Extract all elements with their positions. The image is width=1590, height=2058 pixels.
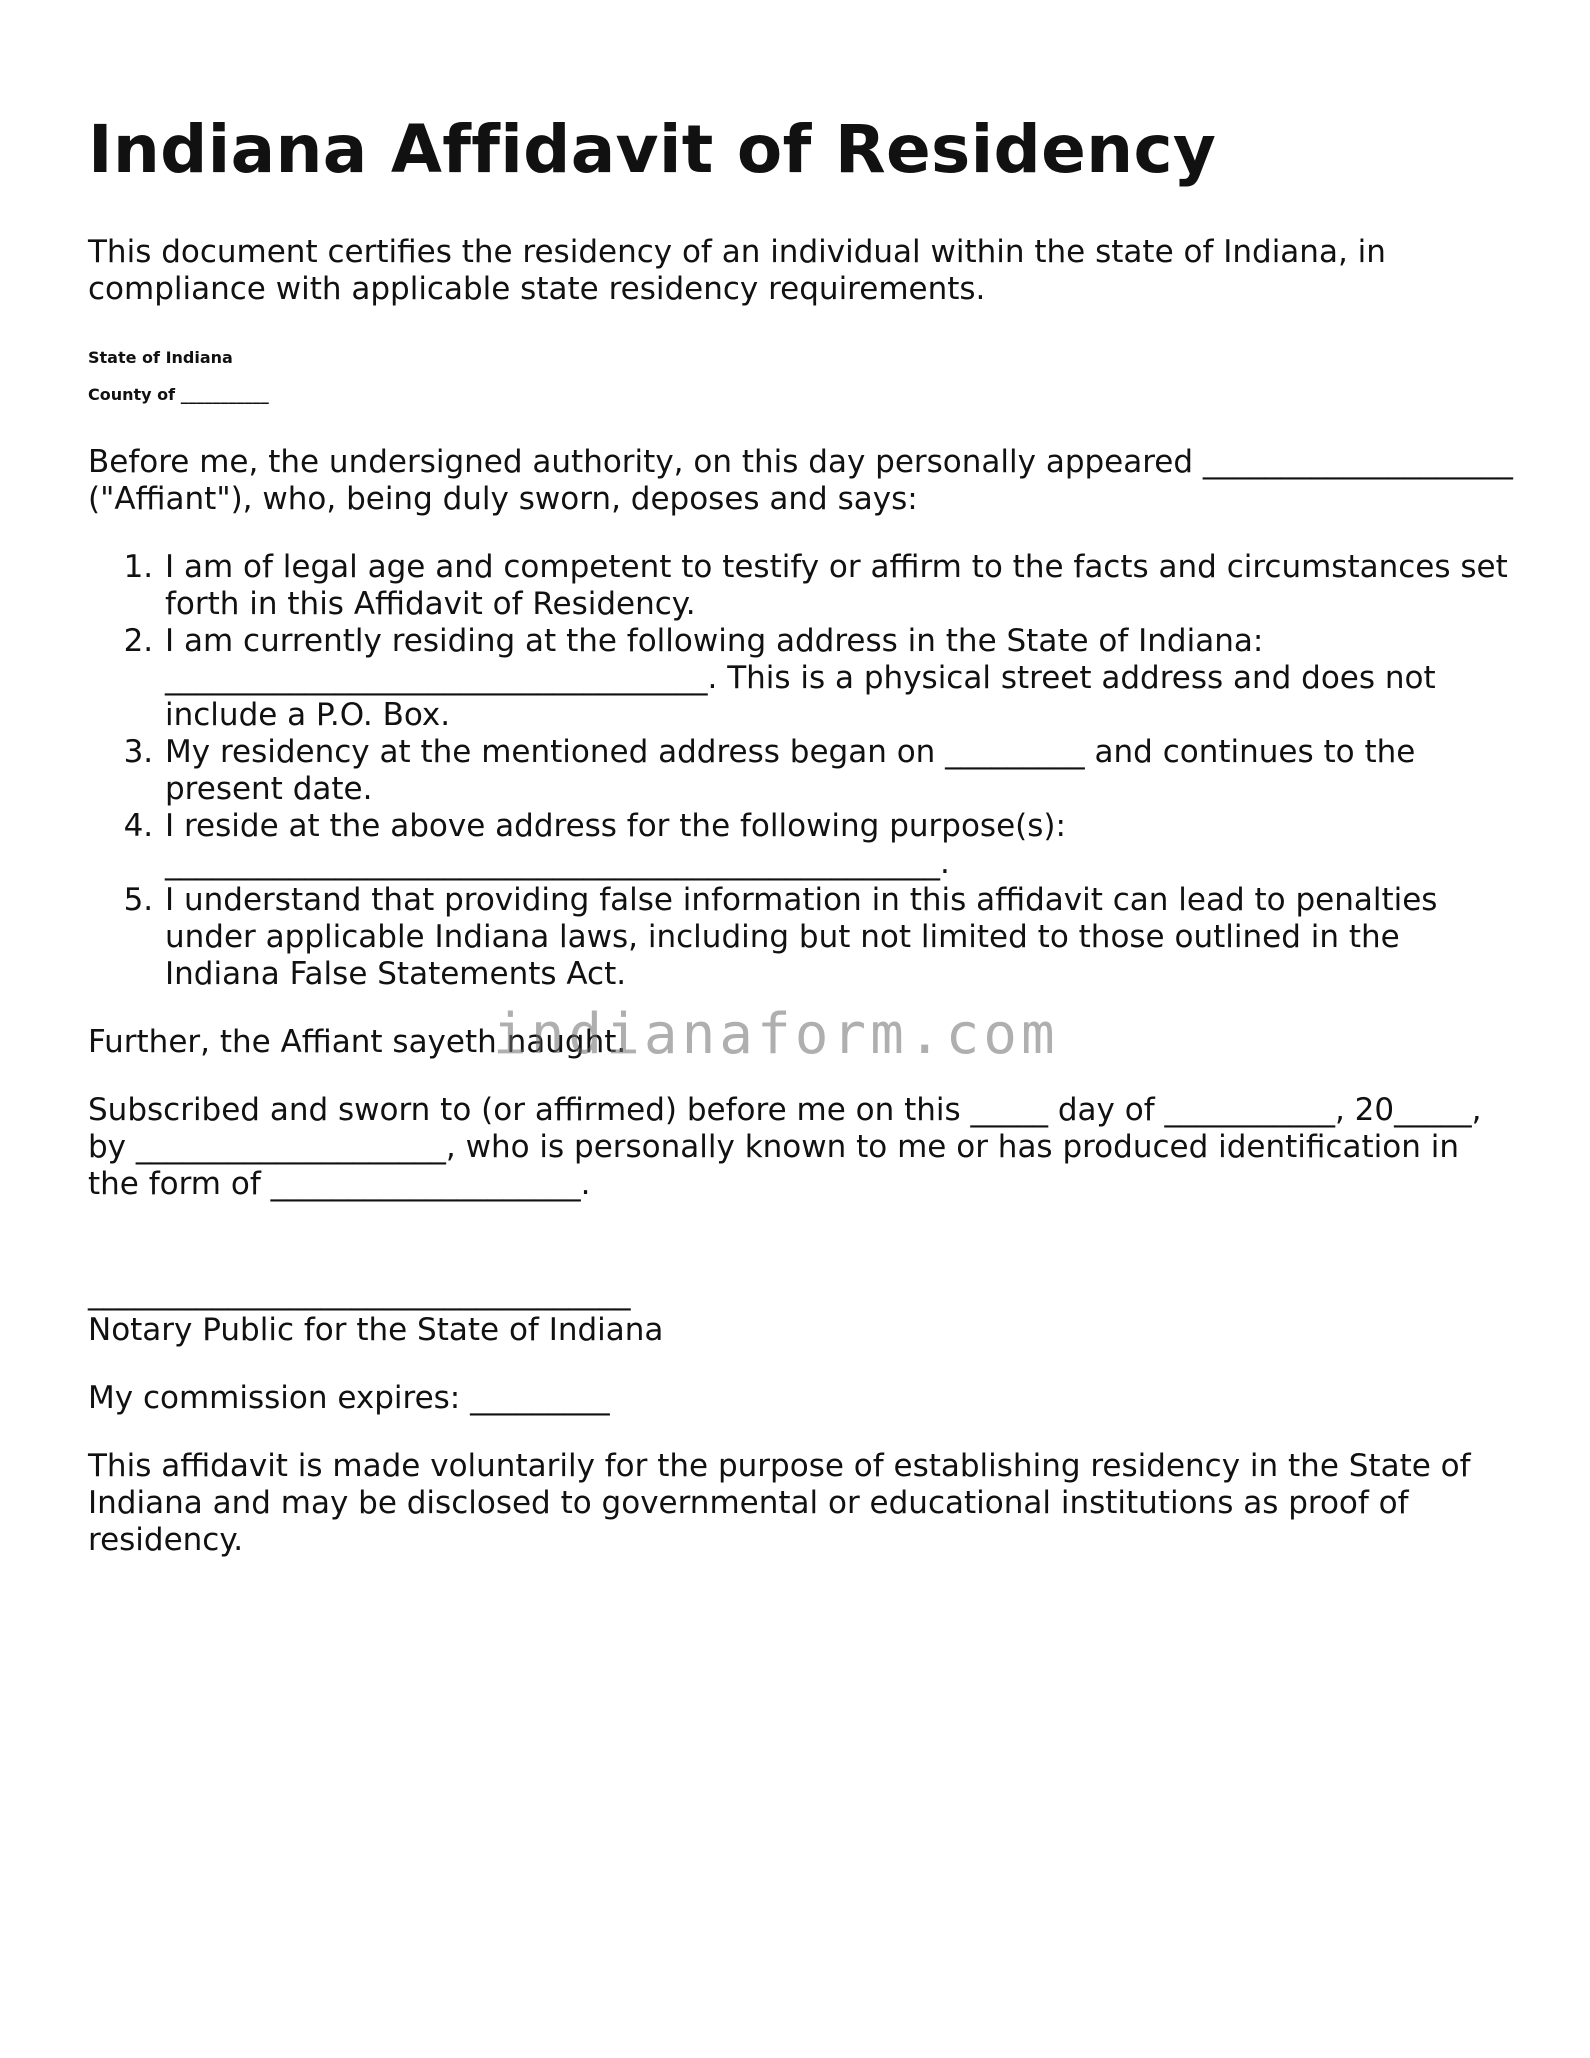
- statement-item: 4. I reside at the above address for the following purpose(s): __________________________________________________.: [163, 808, 1518, 882]
- subscribed-paragraph: Subscribed and sworn to (or affirmed) before me on this _____ day of ___________, 20_____, by ____________________, who is personally known to me or has produced identification in the form of ____________________.: [88, 1092, 1482, 1202]
- statement-item: 2. I am currently residing at the following address in the State of Indiana: ___________________________________. This is a physical street address and does not include a P.O. Box.: [163, 623, 1518, 734]
- affidavit-statements: [88, 549, 1518, 993]
- further-paragraph: Further, the Affiant sayeth naught.: [88, 1024, 627, 1060]
- closing-paragraph: This affidavit is made voluntarily for the purpose of establishing residency in the State of Indiana and may be disclosed to governmental or educational institutions as proof of residency.: [88, 1448, 1471, 1558]
- commission-expiry: My commission expires: _________: [88, 1380, 610, 1416]
- intro-paragraph: This document certifies the residency of an individual within the state of Indiana, in compliance with applicable state residency requirements.: [88, 234, 1386, 307]
- state-line: State of Indiana: [88, 348, 233, 367]
- document-title: Indiana Affidavit of Residency: [88, 111, 1217, 188]
- site-watermark: indianaform.com: [493, 1002, 1059, 1067]
- affidavit-page: [88, 108, 1518, 1559]
- county-line: County of ___________: [88, 385, 269, 404]
- venue-block: [88, 339, 1518, 413]
- notary-signature-line: ___________________________________: [88, 1275, 631, 1311]
- notary-label: Notary Public for the State of Indiana: [88, 1312, 664, 1348]
- appearance-paragraph: Before me, the undersigned authority, on this day personally appeared ____________________ ("Affiant"), who, being duly sworn, deposes and says:: [88, 444, 1513, 517]
- statement-item: 1. I am of legal age and competent to testify or affirm to the facts and circumstances set forth in this Affidavit of Residency.: [163, 549, 1518, 623]
- statement-item: 3. My residency at the mentioned address began on _________ and continues to the present date.: [163, 734, 1518, 808]
- statement-item: 5. I understand that providing false information in this affidavit can lead to penalties under applicable Indiana laws, including but not limited to those outlined in the Indiana False Statements Act.: [163, 882, 1518, 993]
